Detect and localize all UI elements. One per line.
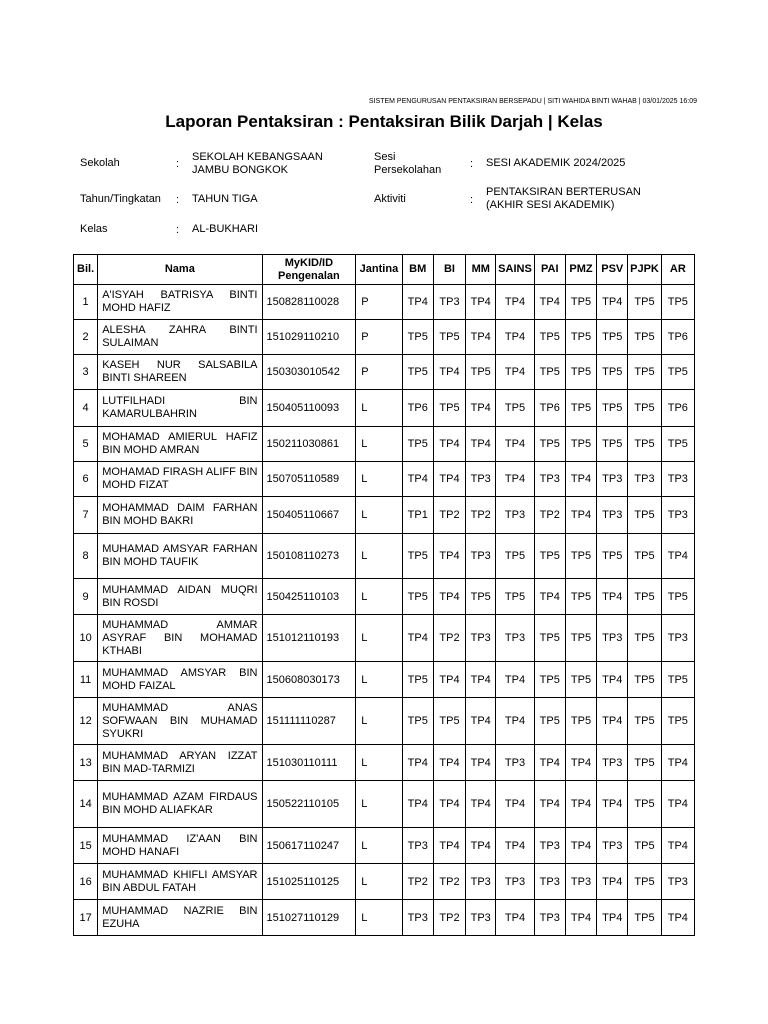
col-header-pmz: PMZ [565, 255, 596, 285]
student-name: MUHAMMAD AZAM FIRDAUS BIN MOHD ALIAFKAR [98, 781, 262, 828]
subject-score: TP3 [628, 462, 661, 497]
subject-score: TP5 [628, 745, 661, 781]
colon: : [470, 158, 474, 170]
col-header-bm: BM [402, 255, 433, 285]
subject-score: TP4 [565, 497, 596, 534]
student-gender: L [356, 698, 402, 745]
table-row [74, 320, 695, 355]
subject-score: TP5 [433, 698, 465, 745]
subject-score: TP4 [433, 462, 465, 497]
subject-score: TP5 [565, 615, 596, 662]
colon: : [176, 194, 180, 206]
subject-score: TP3 [466, 615, 496, 662]
subject-score: TP5 [628, 579, 661, 615]
subject-score: TP3 [661, 497, 694, 534]
subject-score: TP5 [402, 662, 433, 698]
student-gender: L [356, 745, 402, 781]
subject-score: TP4 [433, 745, 465, 781]
subject-score: TP3 [496, 864, 534, 900]
subject-score: TP5 [661, 355, 694, 390]
subject-score: TP4 [496, 285, 534, 320]
student-name: MUHAMMAD AIDAN MUQRI BIN ROSDI [98, 579, 262, 615]
student-id: 151030110111 [262, 745, 356, 781]
student-id: 151029110210 [262, 320, 356, 355]
subject-score: TP4 [402, 745, 433, 781]
student-name: MUHAMAD AMSYAR FARHAN BIN MOHD TAUFIK [98, 534, 262, 579]
table-row [74, 497, 695, 534]
subject-score: TP4 [496, 828, 534, 864]
subject-score: TP5 [661, 662, 694, 698]
col-header-mm: MM [466, 255, 496, 285]
student-id: 150108110273 [262, 534, 356, 579]
subject-score: TP4 [597, 698, 628, 745]
subject-score: TP5 [628, 390, 661, 427]
col-header-nama: Nama [98, 255, 262, 285]
row-number: 9 [74, 579, 98, 615]
subject-score: TP5 [534, 662, 565, 698]
subject-score: TP2 [466, 497, 496, 534]
subject-score: TP4 [534, 781, 565, 828]
subject-score: TP5 [565, 427, 596, 462]
subject-score: TP5 [534, 534, 565, 579]
subject-score: TP5 [534, 615, 565, 662]
subject-score: TP3 [466, 462, 496, 497]
subject-score: TP5 [565, 320, 596, 355]
col-header-jantina: Jantina [356, 255, 402, 285]
student-name: MUHAMMAD ANAS SOFWAAN BIN MUHAMAD SYUKRI [98, 698, 262, 745]
subject-score: TP1 [402, 497, 433, 534]
subject-score: TP3 [496, 745, 534, 781]
subject-score: TP5 [565, 390, 596, 427]
subject-score: TP3 [534, 462, 565, 497]
student-name: MUHAMMAD AMMAR ASYRAF BIN MOHAMAD KTHABI [98, 615, 262, 662]
subject-score: TP4 [433, 427, 465, 462]
subject-score: TP5 [661, 698, 694, 745]
row-number: 10 [74, 615, 98, 662]
tahun-value: TAHUN TIGA [192, 193, 258, 205]
colon: : [176, 224, 180, 236]
subject-score: TP3 [534, 900, 565, 936]
subject-score: TP4 [433, 355, 465, 390]
kelas-label: Kelas [80, 223, 108, 235]
subject-score: TP2 [433, 615, 465, 662]
student-id: 150617110247 [262, 828, 356, 864]
subject-score: TP4 [597, 662, 628, 698]
subject-score: TP4 [466, 427, 496, 462]
system-info-line: SISTEM PENGURUSAN PENTAKSIRAN BERSEPADU | SITI WAHIDA BINTI WAHAB | 03/01/2025 16:09 [368, 98, 697, 105]
table-row [74, 900, 695, 936]
student-gender: L [356, 864, 402, 900]
row-number: 11 [74, 662, 98, 698]
subject-score: TP4 [402, 462, 433, 497]
subject-score: TP3 [466, 900, 496, 936]
table-row [74, 745, 695, 781]
subject-score: TP5 [534, 698, 565, 745]
student-gender: L [356, 579, 402, 615]
subject-score: TP5 [466, 355, 496, 390]
subject-score: TP6 [661, 320, 694, 355]
subject-score: TP3 [661, 615, 694, 662]
student-id: 150405110667 [262, 497, 356, 534]
student-name: MUHAMMAD NAZRIE BIN EZUHA [98, 900, 262, 936]
student-id: 150425110103 [262, 579, 356, 615]
subject-score: TP5 [565, 698, 596, 745]
subject-score: TP6 [661, 390, 694, 427]
student-gender: L [356, 427, 402, 462]
row-number: 4 [74, 390, 98, 427]
subject-score: TP5 [402, 320, 433, 355]
subject-score: TP4 [661, 900, 694, 936]
subject-score: TP2 [402, 864, 433, 900]
student-name: MUHAMMAD AMSYAR BIN MOHD FAIZAL [98, 662, 262, 698]
aktiviti-label: Aktiviti [374, 193, 406, 205]
student-name: MUHAMMAD IZ'AAN BIN MOHD HANAFI [98, 828, 262, 864]
subject-score: TP5 [661, 285, 694, 320]
subject-score: TP2 [534, 497, 565, 534]
student-id: 150828110028 [262, 285, 356, 320]
subject-score: TP4 [402, 781, 433, 828]
col-header-pjpk: PJPK [628, 255, 661, 285]
subject-score: TP4 [496, 427, 534, 462]
subject-score: TP5 [628, 615, 661, 662]
table-row [74, 615, 695, 662]
subject-score: TP3 [597, 497, 628, 534]
subject-score: TP3 [597, 828, 628, 864]
sesi-label: Sesi Persekolahan [374, 151, 442, 176]
subject-score: TP5 [628, 320, 661, 355]
subject-score: TP4 [565, 781, 596, 828]
student-name: MUHAMMAD KHIFLI AMSYAR BIN ABDUL FATAH [98, 864, 262, 900]
subject-score: TP4 [433, 781, 465, 828]
subject-score: TP5 [597, 320, 628, 355]
student-id: 150211030861 [262, 427, 356, 462]
student-gender: P [356, 285, 402, 320]
subject-score: TP5 [496, 534, 534, 579]
table-row [74, 864, 695, 900]
subject-score: TP4 [496, 355, 534, 390]
student-name: MOHAMAD FIRASH ALIFF BIN MOHD FIZAT [98, 462, 262, 497]
row-number: 1 [74, 285, 98, 320]
colon: : [470, 194, 474, 206]
subject-score: TP3 [496, 497, 534, 534]
subject-score: TP5 [433, 320, 465, 355]
subject-score: TP4 [466, 662, 496, 698]
student-id: 150405110093 [262, 390, 356, 427]
subject-score: TP4 [534, 285, 565, 320]
subject-score: TP5 [628, 662, 661, 698]
subject-score: TP4 [466, 828, 496, 864]
subject-score: TP3 [466, 534, 496, 579]
student-name: ALESHA ZAHRA BINTI SULAIMAN [98, 320, 262, 355]
subject-score: TP5 [565, 534, 596, 579]
student-name: KASEH NUR SALSABILA BINTI SHAREEN [98, 355, 262, 390]
subject-score: TP3 [661, 462, 694, 497]
subject-score: TP3 [534, 864, 565, 900]
subject-score: TP3 [597, 462, 628, 497]
row-number: 3 [74, 355, 98, 390]
subject-score: TP5 [628, 698, 661, 745]
sekolah-value: SEKOLAH KEBANGSAAN JAMBU BONGKOK [192, 151, 323, 176]
row-number: 15 [74, 828, 98, 864]
kelas-value: AL-BUKHARI [192, 223, 259, 235]
table-row [74, 579, 695, 615]
student-gender: L [356, 615, 402, 662]
subject-score: TP4 [597, 900, 628, 936]
table-row [74, 534, 695, 579]
student-gender: P [356, 355, 402, 390]
subject-score: TP5 [534, 427, 565, 462]
row-number: 17 [74, 900, 98, 936]
col-header-bi: BI [433, 255, 465, 285]
subject-score: TP4 [597, 781, 628, 828]
subject-score: TP5 [534, 355, 565, 390]
subject-score: TP4 [565, 462, 596, 497]
assessment-table [73, 254, 695, 936]
subject-score: TP5 [628, 497, 661, 534]
col-header-mykid: MyKID/ID Pengenalan [262, 255, 356, 285]
student-id: 151111110287 [262, 698, 356, 745]
row-number: 13 [74, 745, 98, 781]
subject-score: TP3 [402, 828, 433, 864]
colon: : [176, 158, 180, 170]
subject-score: TP4 [534, 579, 565, 615]
subject-score: TP4 [496, 662, 534, 698]
row-number: 5 [74, 427, 98, 462]
subject-score: TP4 [466, 698, 496, 745]
student-name: LUTFILHADI BIN KAMARULBAHRIN [98, 390, 262, 427]
student-gender: L [356, 534, 402, 579]
student-id: 151025110125 [262, 864, 356, 900]
subject-score: TP5 [628, 900, 661, 936]
subject-score: TP5 [565, 579, 596, 615]
subject-score: TP4 [534, 745, 565, 781]
col-header-pai: PAI [534, 255, 565, 285]
subject-score: TP6 [534, 390, 565, 427]
subject-score: TP2 [433, 900, 465, 936]
subject-score: TP4 [496, 698, 534, 745]
col-header-ar: AR [661, 255, 694, 285]
subject-score: TP6 [402, 390, 433, 427]
subject-score: TP5 [565, 355, 596, 390]
student-name: A'ISYAH BATRISYA BINTI MOHD HAFIZ [98, 285, 262, 320]
subject-score: TP4 [661, 745, 694, 781]
subject-score: TP3 [402, 900, 433, 936]
table-row [74, 698, 695, 745]
subject-score: TP4 [466, 745, 496, 781]
subject-score: TP3 [565, 864, 596, 900]
subject-score: TP4 [565, 900, 596, 936]
subject-score: TP5 [628, 534, 661, 579]
row-number: 2 [74, 320, 98, 355]
subject-score: TP4 [661, 534, 694, 579]
subject-score: TP5 [496, 390, 534, 427]
subject-score: TP5 [628, 285, 661, 320]
student-id: 150522110105 [262, 781, 356, 828]
subject-score: TP5 [661, 427, 694, 462]
subject-score: TP4 [466, 285, 496, 320]
report-title: Laporan Pentaksiran : Pentaksiran Bilik Darjah | Kelas [165, 112, 603, 131]
subject-score: TP5 [496, 579, 534, 615]
subject-score: TP5 [628, 781, 661, 828]
subject-score: TP4 [466, 320, 496, 355]
subject-score: TP5 [402, 355, 433, 390]
subject-score: TP3 [466, 864, 496, 900]
row-number: 7 [74, 497, 98, 534]
subject-score: TP3 [496, 615, 534, 662]
subject-score: TP4 [402, 285, 433, 320]
tahun-label: Tahun/Tingkatan [80, 193, 161, 205]
subject-score: TP5 [628, 828, 661, 864]
subject-score: TP5 [402, 427, 433, 462]
subject-score: TP5 [597, 427, 628, 462]
subject-score: TP4 [597, 285, 628, 320]
subject-score: TP5 [433, 390, 465, 427]
col-header-bil: Bil. [74, 255, 98, 285]
subject-score: TP4 [433, 579, 465, 615]
subject-score: TP4 [466, 390, 496, 427]
subject-score: TP3 [534, 828, 565, 864]
table-row [74, 390, 695, 427]
subject-score: TP3 [597, 615, 628, 662]
sesi-value: SESI AKADEMIK 2024/2025 [486, 157, 626, 169]
table-row [74, 662, 695, 698]
subject-score: TP5 [628, 355, 661, 390]
table-row [74, 355, 695, 390]
subject-score: TP4 [433, 534, 465, 579]
subject-score: TP4 [597, 864, 628, 900]
row-number: 6 [74, 462, 98, 497]
subject-score: TP5 [565, 285, 596, 320]
student-gender: L [356, 662, 402, 698]
table-row [74, 828, 695, 864]
subject-score: TP4 [496, 320, 534, 355]
student-id: 151012110193 [262, 615, 356, 662]
student-gender: L [356, 900, 402, 936]
subject-score: TP3 [433, 285, 465, 320]
subject-score: TP4 [597, 579, 628, 615]
table-header-row [74, 255, 695, 285]
row-number: 14 [74, 781, 98, 828]
student-id: 151027110129 [262, 900, 356, 936]
student-gender: P [356, 320, 402, 355]
table-row [74, 781, 695, 828]
student-gender: L [356, 462, 402, 497]
subject-score: TP4 [661, 781, 694, 828]
student-id: 150608030173 [262, 662, 356, 698]
subject-score: TP5 [402, 698, 433, 745]
subject-score: TP4 [433, 828, 465, 864]
subject-score: TP4 [496, 462, 534, 497]
student-gender: L [356, 781, 402, 828]
col-header-sains: SAINS [496, 255, 534, 285]
subject-score: TP5 [661, 579, 694, 615]
subject-score: TP4 [466, 781, 496, 828]
row-number: 16 [74, 864, 98, 900]
subject-score: TP2 [433, 497, 465, 534]
subject-score: TP5 [534, 320, 565, 355]
subject-score: TP2 [433, 864, 465, 900]
subject-score: TP3 [661, 864, 694, 900]
student-name: MUHAMMAD ARYAN IZZAT BIN MAD-TARMIZI [98, 745, 262, 781]
subject-score: TP5 [466, 579, 496, 615]
table-row [74, 462, 695, 497]
subject-score: TP4 [496, 900, 534, 936]
subject-score: TP5 [402, 579, 433, 615]
col-header-psv: PSV [597, 255, 628, 285]
subject-score: TP4 [433, 662, 465, 698]
subject-score: TP5 [628, 427, 661, 462]
aktiviti-value: PENTAKSIRAN BERTERUSAN (AKHIR SESI AKADEMIK) [486, 186, 641, 211]
student-gender: L [356, 497, 402, 534]
subject-score: TP5 [628, 864, 661, 900]
subject-score: TP4 [661, 828, 694, 864]
table-row [74, 427, 695, 462]
subject-score: TP5 [565, 662, 596, 698]
sekolah-label: Sekolah [80, 157, 120, 169]
subject-score: TP4 [496, 781, 534, 828]
row-number: 12 [74, 698, 98, 745]
subject-score: TP4 [402, 615, 433, 662]
row-number: 8 [74, 534, 98, 579]
subject-score: TP4 [565, 745, 596, 781]
table-row [74, 285, 695, 320]
student-gender: L [356, 828, 402, 864]
subject-score: TP5 [597, 390, 628, 427]
subject-score: TP5 [597, 534, 628, 579]
student-gender: L [356, 390, 402, 427]
student-id: 150705110589 [262, 462, 356, 497]
subject-score: TP3 [597, 745, 628, 781]
subject-score: TP5 [597, 355, 628, 390]
student-id: 150303010542 [262, 355, 356, 390]
subject-score: TP4 [565, 828, 596, 864]
student-name: MOHAMMAD DAIM FARHAN BIN MOHD BAKRI [98, 497, 262, 534]
subject-score: TP5 [402, 534, 433, 579]
student-name: MOHAMAD AMIERUL HAFIZ BIN MOHD AMRAN [98, 427, 262, 462]
